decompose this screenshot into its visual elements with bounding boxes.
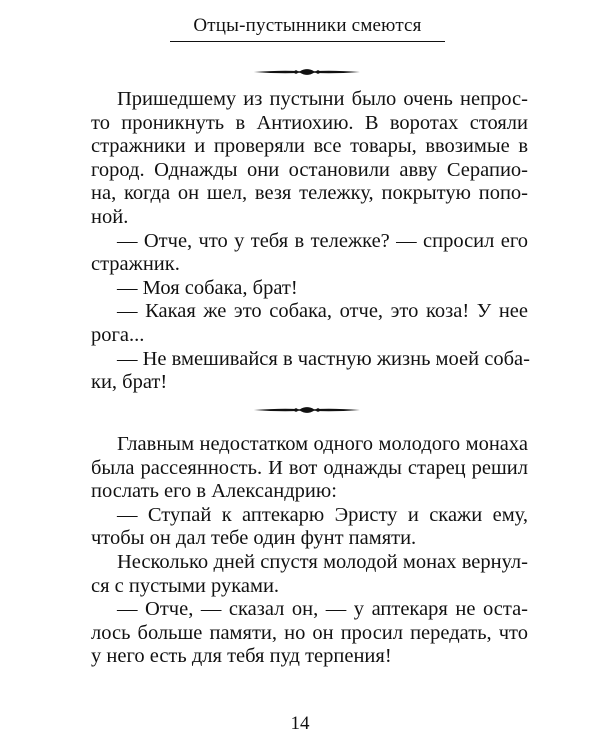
text-line: — Отче, — сказал он, — у аптекаря не оста-	[117, 598, 528, 621]
paragraph	[91, 277, 528, 301]
anecdote-2	[91, 433, 528, 669]
page-number: 14	[290, 713, 310, 734]
text-line: — Какая же это собака, отче, это коза! У нее	[117, 300, 528, 323]
text-line: была рассеянность. И вот однажды старец решил	[91, 456, 528, 479]
paragraph	[91, 504, 528, 551]
text-line: Пришедшему из пустыни было очень непрос-	[117, 88, 528, 110]
paragraph	[91, 300, 528, 347]
text-line: стражник.	[91, 253, 180, 276]
text-line: ной.	[91, 205, 129, 228]
text-line: ся с пустыми руками.	[91, 574, 280, 597]
text-line: — Не вмешивайся в частную жизнь моей соба-	[117, 347, 530, 370]
text-line: город. Однажды они остановили авву Серапио-	[91, 158, 528, 181]
paragraph	[91, 230, 528, 277]
section-divider-ornament	[252, 65, 362, 79]
text-line: на, когда он шел, везя тележку, покрытую попо-	[91, 182, 528, 205]
text-line: — Ступай к аптекарю Эристу и скажи ему,	[117, 503, 528, 526]
running-title: Отцы-пустынники смеются	[193, 15, 422, 36]
text-line: чтобы он дал тебе один фунт памяти.	[91, 527, 417, 550]
text-line: послать его в Александрию:	[91, 480, 337, 503]
text-line: — Отче, что у тебя в тележке? — спросил его	[117, 229, 528, 252]
text-line: то проникнуть в Антиохию. В воротах стояли	[91, 111, 528, 134]
text-line: стражники и проверяли все товары, ввозимые в	[91, 135, 528, 158]
text-line: — Моя собака, брат!	[117, 276, 298, 299]
section-divider-ornament	[252, 403, 362, 417]
anecdote-1	[91, 88, 528, 395]
paragraph	[91, 551, 528, 598]
text-line: Несколько дней спустя молодой монах вернул-	[117, 550, 528, 573]
text-line: рога...	[91, 323, 145, 346]
header-rule	[170, 41, 445, 42]
paragraph	[91, 348, 528, 395]
text-line: ки, брат!	[91, 371, 168, 394]
text-line: у него есть для тебя пуд терпения!	[91, 645, 392, 668]
paragraph	[91, 598, 528, 669]
paragraph	[91, 433, 528, 504]
paragraph	[91, 88, 528, 230]
text-line: Главным недостатком одного молодого монаха	[117, 433, 528, 455]
text-line: лось больше памяти, но он просил передать, что	[91, 621, 528, 644]
